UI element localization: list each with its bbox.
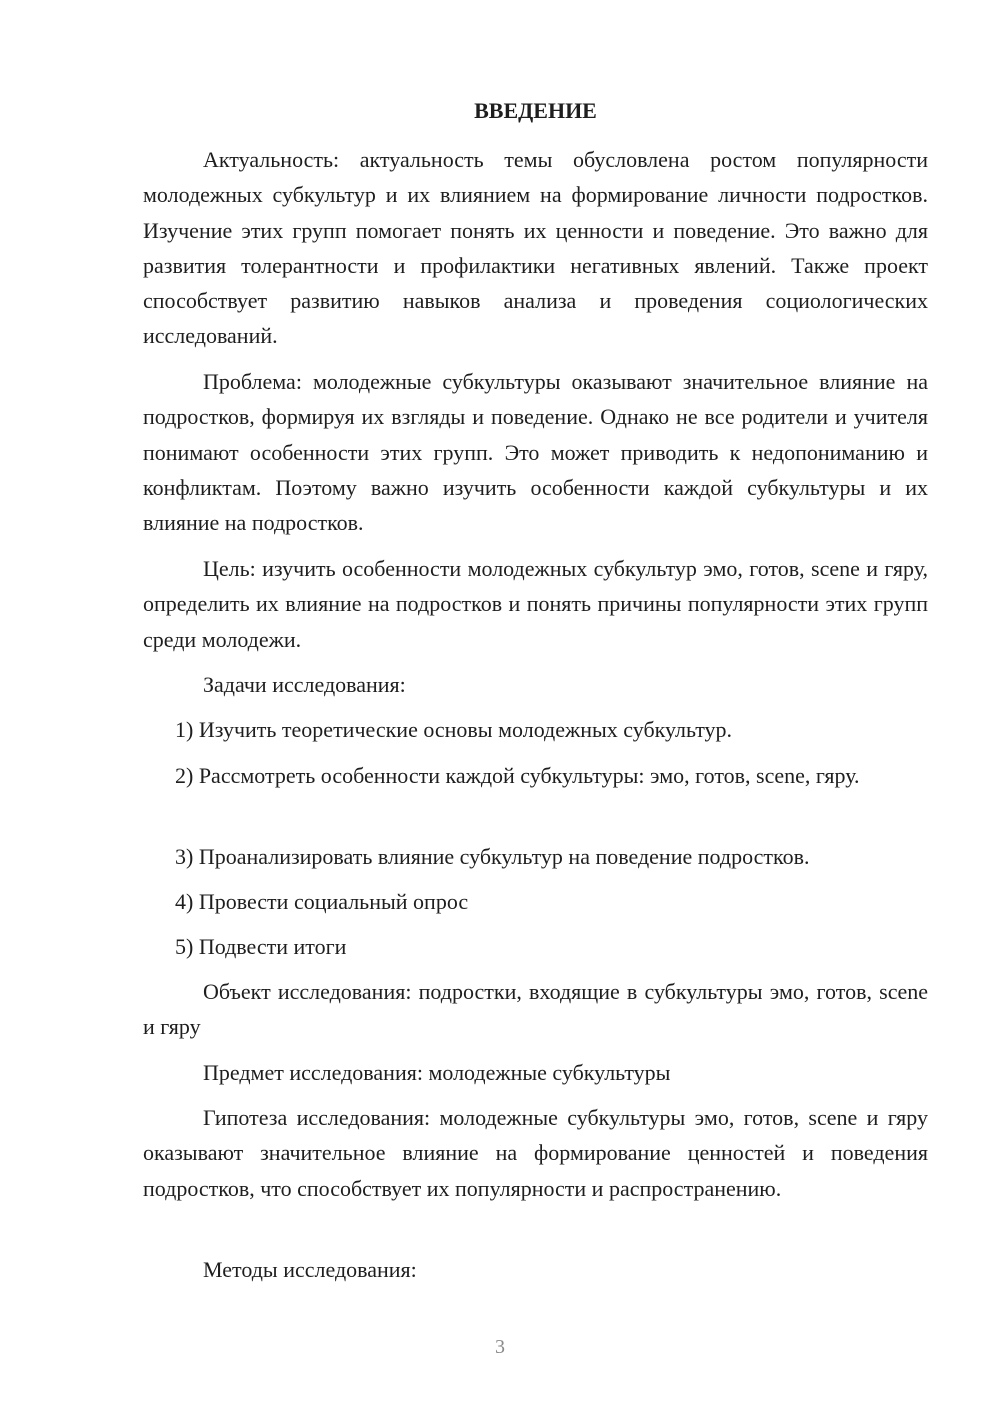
- goal-paragraph: Цель: изучить особенности молодежных субкультур эмо, готов, scene и гяру, определить их влияние на подростков и понять причины популярности этих групп среди молодежи.: [143, 556, 928, 652]
- page-title: ВВЕДЕНИЕ: [474, 98, 597, 123]
- tasks-heading: Задачи исследования:: [203, 672, 406, 697]
- hypothesis-paragraph: Гипотеза исследования: молодежные субкультуры эмо, готов, scene и гяру оказывают значительное влияние на формирование ценностей и поведения подростков, что способствует их популярности и распространению.: [143, 1105, 928, 1201]
- task-item-2: 2) Рассмотреть особенности каждой субкультуры: эмо, готов, scene, гяру.: [175, 763, 860, 788]
- relevance-paragraph: Актуальность: актуальность темы обусловлена ростом популярности молодежных субкультур и их влиянием на формирование личности подростков. Изучение этих групп помогает понять их ценности и поведение. Это важно для развития толерантности и профилактики негативных явлений. Также проект способствует развитию навыков анализа и проведения социологических исследований.: [143, 147, 928, 349]
- task-item-5: 5) Подвести итоги: [175, 934, 347, 959]
- object-paragraph: Объект исследования: подростки, входящие в субкультуры эмо, готов, scene и гяру: [143, 979, 928, 1040]
- problem-paragraph: Проблема: молодежные субкультуры оказывают значительное влияние на подростков, формируя их взгляды и поведение. Однако не все родители и учителя понимают особенности этих групп. Это может приводить к недопониманию и конфликтам. Поэтому важно изучить особенности каждой субкультуры и их влияние на подростков.: [143, 369, 928, 536]
- page-number: 3: [495, 1336, 505, 1358]
- task-item-1: 1) Изучить теоретические основы молодежных субкультур.: [175, 717, 733, 742]
- methods-heading: Методы исследования:: [203, 1257, 417, 1282]
- task-item-4: 4) Провести социальный опрос: [175, 889, 469, 914]
- subject-paragraph: Предмет исследования: молодежные субкультуры: [203, 1060, 671, 1085]
- task-item-3: 3) Проанализировать влияние субкультур на поведение подростков.: [175, 844, 810, 869]
